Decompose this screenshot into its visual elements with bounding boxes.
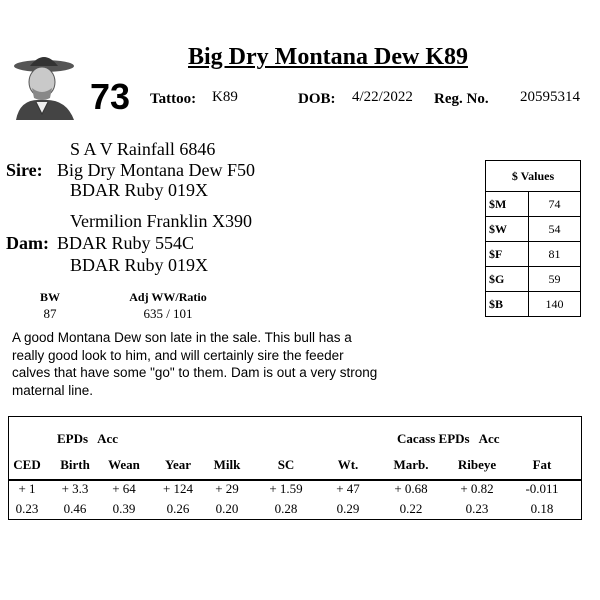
epd-group-label: EPDs Acc bbox=[57, 431, 119, 446]
epd-value: + 1 bbox=[18, 481, 36, 496]
epd-accuracy: 0.39 bbox=[112, 501, 136, 516]
ww-label: Adj WW/Ratio bbox=[129, 290, 207, 304]
dollar-value: 81 bbox=[529, 242, 581, 267]
epd-accuracy: 0.23 bbox=[15, 501, 39, 516]
epd-value: + 1.59 bbox=[269, 481, 303, 496]
dob-value: 4/22/2022 bbox=[352, 89, 413, 105]
dam-sire: Vermilion Franklin X390 bbox=[70, 211, 252, 231]
epd-accuracy: 0.18 bbox=[530, 501, 554, 516]
table-row bbox=[486, 242, 581, 267]
sire-sire: S A V Rainfall 6846 bbox=[70, 139, 216, 159]
epd-column-header: Ribeye bbox=[457, 457, 497, 472]
animal-name-title: Big Dry Montana Dew K89 bbox=[188, 44, 468, 70]
epd-accuracy: 0.28 bbox=[274, 501, 298, 516]
epd-value: + 3.3 bbox=[61, 481, 89, 496]
carcass-epd-group-label: Cacass EPDs Acc bbox=[397, 431, 500, 446]
dam-dam: BDAR Ruby 019X bbox=[70, 255, 209, 275]
cowboy-photo bbox=[6, 44, 82, 120]
dam: BDAR Ruby 554C bbox=[57, 233, 195, 253]
epd-column-header: SC bbox=[277, 457, 295, 472]
epd-column-header: Wean bbox=[108, 457, 140, 472]
bw-label: BW bbox=[39, 290, 60, 304]
table-row bbox=[486, 292, 581, 317]
epd-column-header: CED bbox=[13, 457, 41, 472]
epd-accuracy: 0.22 bbox=[399, 501, 423, 516]
dob-label: DOB: bbox=[298, 91, 336, 107]
epd-value: + 124 bbox=[162, 481, 194, 496]
bw-value: 87 bbox=[43, 306, 57, 321]
dollar-values-title: $ Values bbox=[486, 161, 581, 192]
epd-value: + 29 bbox=[215, 481, 239, 496]
dollar-value: 140 bbox=[529, 292, 581, 317]
dollar-label: $F bbox=[486, 242, 529, 267]
dollar-value: 54 bbox=[529, 217, 581, 242]
epd-column-header: Marb. bbox=[393, 457, 429, 472]
dollar-label: $W bbox=[486, 217, 529, 242]
epd-value: + 0.82 bbox=[460, 481, 494, 496]
epd-accuracy: 0.46 bbox=[63, 501, 87, 516]
epd-accuracy: 0.20 bbox=[215, 501, 239, 516]
epd-column-header: Fat bbox=[532, 457, 552, 472]
epd-value: + 0.68 bbox=[394, 481, 428, 496]
epd-table bbox=[8, 416, 582, 520]
sire-dam: BDAR Ruby 019X bbox=[70, 180, 209, 200]
dollar-values-table bbox=[485, 160, 581, 317]
epd-value: + 47 bbox=[336, 481, 360, 496]
epd-column-header: Wt. bbox=[337, 457, 359, 472]
dollar-value: 59 bbox=[529, 267, 581, 292]
dollar-label: $B bbox=[486, 292, 529, 317]
reg-no-value: 20595314 bbox=[520, 89, 580, 105]
reg-no-label: Reg. No. bbox=[434, 91, 489, 107]
tattoo-label: Tattoo: bbox=[150, 91, 197, 107]
epd-accuracy: 0.26 bbox=[166, 501, 190, 516]
table-row bbox=[486, 217, 581, 242]
epd-column-header: Birth bbox=[60, 457, 90, 472]
tattoo-value: K89 bbox=[212, 89, 238, 105]
epd-column-header: Year bbox=[165, 457, 191, 472]
dollar-label: $M bbox=[486, 192, 529, 217]
epd-value: -0.011 bbox=[525, 481, 559, 496]
epd-value: + 64 bbox=[112, 481, 136, 496]
table-row bbox=[486, 267, 581, 292]
dam-label: Dam: bbox=[6, 233, 49, 253]
epd-accuracy: 0.23 bbox=[465, 501, 489, 516]
description-text: A good Montana Dew son late in the sale. This bull has a really good look to him, and will certainly sire the feeder calves that have some "go" to them. Dam is out a very strong maternal line. bbox=[12, 330, 378, 398]
dollar-value: 74 bbox=[529, 192, 581, 217]
table-row bbox=[486, 192, 581, 217]
epd-accuracy: 0.29 bbox=[336, 501, 360, 516]
ww-value: 635 / 101 bbox=[143, 306, 193, 321]
sire: Big Dry Montana Dew F50 bbox=[57, 160, 255, 180]
epd-column-header: Milk bbox=[213, 457, 241, 472]
dollar-label: $G bbox=[486, 267, 529, 292]
sire-label: Sire: bbox=[6, 160, 43, 180]
lot-number: 73 bbox=[90, 76, 131, 117]
